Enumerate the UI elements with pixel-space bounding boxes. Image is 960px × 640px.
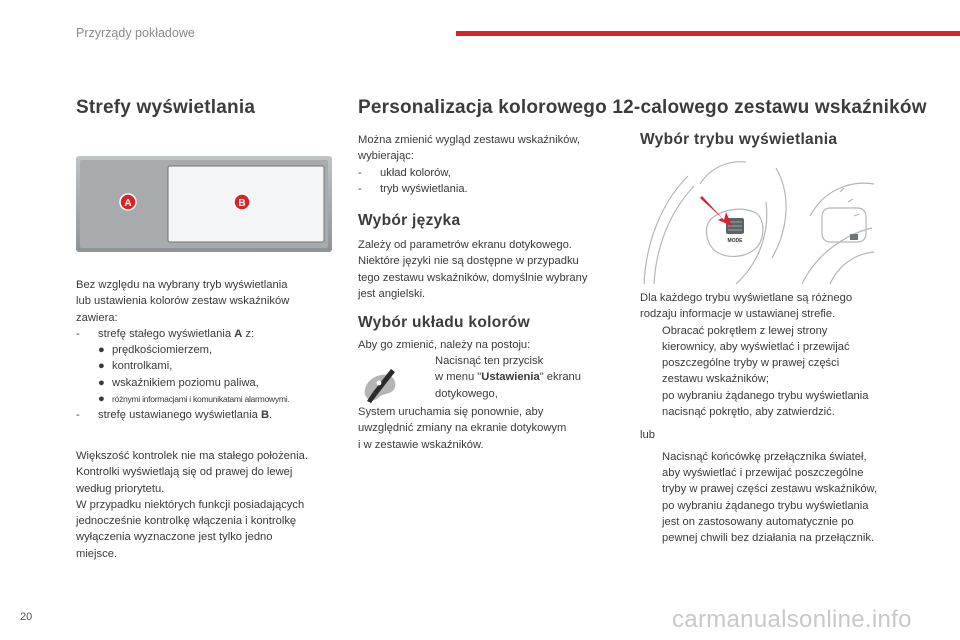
colors-text: Aby go zmienić, należy na postoju: xyxy=(358,339,531,351)
right-heading: Personalizacja kolorowego 12-calowego zestawu wskaźników xyxy=(358,97,927,118)
mode-heading: Wybór trybu wyświetlania xyxy=(640,131,838,148)
zone-a-item: - strefę stałego wyświetlania A z: xyxy=(76,327,255,340)
section-title: Przyrządy pokładowe xyxy=(76,26,195,40)
personalization-intro: Można zmienić wygląd zestawu wskaźników, wybierając: - układ kolorów, - tryb wyświetlania. xyxy=(358,134,580,195)
svg-text:B: B xyxy=(238,198,246,209)
bullet-item: ● wskaźnikiem poziomu paliwa, xyxy=(98,376,259,389)
zone-b-marker xyxy=(234,194,250,210)
left-paragraph-2: Większość kontrolek nie ma stałego położenia. Kontrolki wyświetlają się od prawej do lewej według priorytetu. W przypadku niektórych funkcji posiadających jednocześnie kontrolkę włączenia i kontrolkę wyłączenia wyznaczone jest tylko jedno miejsce. xyxy=(76,450,308,560)
paint-brush-icon xyxy=(357,365,401,409)
zone-a-marker xyxy=(120,194,136,210)
check-icon xyxy=(413,353,435,369)
colors-heading: Wybór układu kolorów xyxy=(358,314,530,331)
mode-step-item: Nacisnąć końcówkę przełącznika świateł, aby wyświetlać i przewijać poszczególne tryby w prawej części zestawu wskaźników, xyxy=(640,449,920,498)
page-number: 20 xyxy=(20,611,33,623)
left-heading: Strefy wyświetlania xyxy=(76,97,256,118)
mode-step-item: po wybraniu żądanego trybu wyświetlania jest on zastosowany automatycznie po pewnej chwili bez działania na przełącznik. xyxy=(640,498,920,547)
mode-text: Dla każdego trybu wyświetlane są różnego rodzaju informacje w ustawianej strefie. Obracać pokrętłem z lewej strony kierownicy, aby wyświetlać i przewijać poszczególne tryby w prawej części zestawu wskaźników; po wybraniu żądanego trybu wyświetlania nacisnąć pokrętło, aby zatwierdzić. lub Nacisnąć końcówkę przełącznika świateł, aby wyświetlać i przewijać poszczególne tryby w prawej części zestawu wskaźników, po wybraniu żądanego trybu wyświetlania jest on zastosowany automatycznie po pewnej chwili bez działania na przełącznik. xyxy=(640,290,920,546)
colors-after-text: System uruchamia się ponownie, aby uwzględnić zmiany na ekranie dotykowym i w zestawie wskaźników. xyxy=(358,406,567,451)
bullet-item: ● prędkościomierzem, xyxy=(98,344,213,357)
language-text: Zależy od parametrów ekranu dotykowego. Niektóre języki nie są dostępne w przypadku tego zestawu wskaźników, domyślnie wybrany jest angielski. xyxy=(358,239,588,300)
mode-label: MODE xyxy=(727,238,743,244)
zone-b-item: - strefę ustawianego wyświetlania B. xyxy=(76,409,273,422)
check-icon xyxy=(640,498,662,547)
watermark: carmanualsonline.info xyxy=(672,606,912,633)
header-accent-bar xyxy=(456,31,960,36)
mode-step-item: po wybraniu żądanego trybu wyświetlania nacisnąć pokrętło, aby zatwierdzić. xyxy=(640,388,920,421)
colors-step: Nacisnąć ten przycisk w menu "Ustawienia" ekranu dotykowego, xyxy=(413,353,613,402)
check-icon xyxy=(640,449,662,498)
check-icon xyxy=(640,323,662,388)
bullet-item: ● kontrolkami, xyxy=(98,360,173,373)
bullet-item: ● różnymi informacjami i komunikatami alarmowymi. xyxy=(98,393,290,406)
steering-wheel-mode-figure xyxy=(640,154,876,286)
svg-text:A: A xyxy=(124,198,132,209)
check-icon xyxy=(640,388,662,421)
language-heading: Wybór języka xyxy=(358,212,461,229)
instrument-cluster-zones-figure xyxy=(76,156,332,252)
mode-step-item: Obracać pokrętłem z lewej strony kierownicy, aby wyświetlać i przewijać poszczególne tryby w prawej części zestawu wskaźników; xyxy=(640,323,920,388)
left-body: Bez względu na wybrany tryb wyświetlania lub ustawienia kolorów zestaw wskaźników zawiera: - strefę stałego wyświetlania A z: ● prędkościomierzem, ● kontrolkami, ● wskaźnikiem poziomu paliwa, ● różnymi informacjami i komunikatami alarmowymi. - strefę ustawianego wyświetlania B. xyxy=(76,277,346,424)
